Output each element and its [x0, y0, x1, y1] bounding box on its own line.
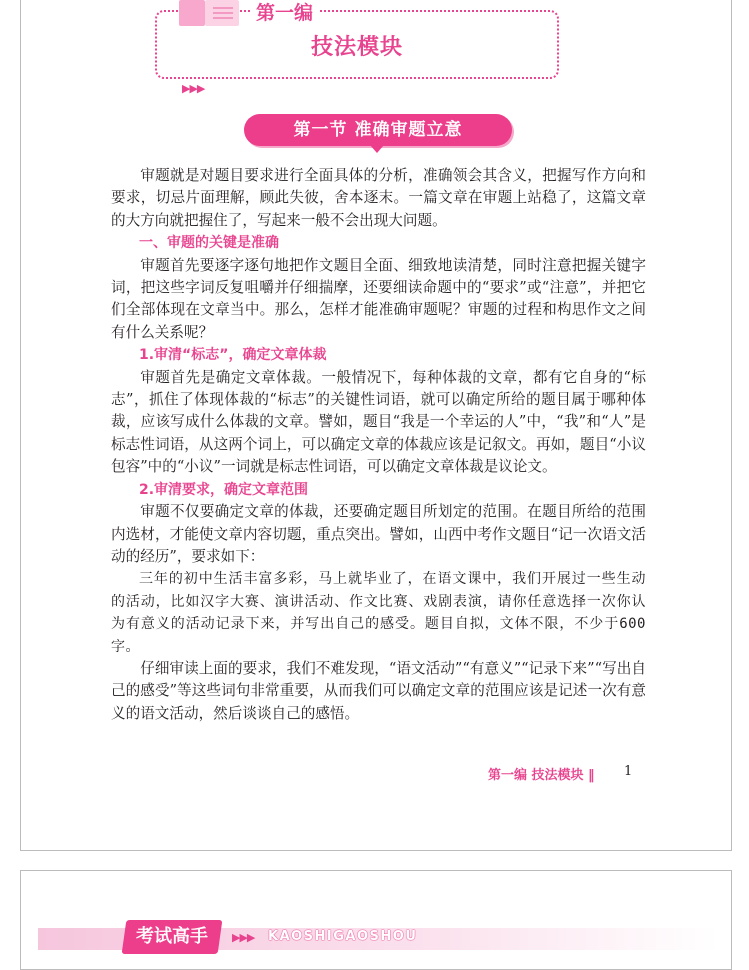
- heading-3: 2.审清要求，确定文章范围: [139, 481, 309, 498]
- quoted-requirement: 三年的初中生活丰富多彩，马上就毕业了，在语文课中，我们开展过一些生动的活动，比如汉字大赛、演讲活动、作文比赛、戏剧表演，请你任意选择一次你认为有意义的活动记录下来，并写出自己的感受。题目自拟，文体不限，不少于600字。: [111, 571, 646, 655]
- part-label: 第一编: [250, 0, 319, 25]
- running-footer: 第一编 技法模块 ‖: [488, 768, 595, 783]
- intro-paragraph: 审题就是对题目要求进行全面具体的分析，准确领会其含义，把握写作方向和要求，切忌片面理解，顾此失彼，舍本逐末。一篇文章在审题上站稳了，这篇文章的大方向就把握住了，写起来一般不会出现大问题。: [111, 167, 646, 229]
- heading-2: 1.审清“标志”，确定文章体裁: [139, 347, 327, 364]
- banner-tag-label: 考试高手: [136, 926, 208, 947]
- section-title-pointer: [370, 145, 384, 153]
- module-title: 技法模块: [310, 35, 403, 60]
- paragraph-3: 审题不仅要确定文章的体裁，还要确定题目所划定的范围。在题目所给的范围内选材，才能使文章内容切题，重点突出。譬如，山西中考作文题目“记一次语文活动的经历”，要求如下：: [111, 503, 646, 565]
- article-body: [111, 165, 646, 725]
- banner-code: KAOSHIGAOSHOU: [268, 929, 418, 944]
- paragraph-4: 仔细审读上面的要求，我们不难发现，“语文活动”“有意义”“记录下来”“写出自己的感受”等这些词句非常重要，从而我们可以确定文章的范围应该是记述一次有意义的语文活动，然后谈谈自己的感悟。: [111, 659, 646, 722]
- heading-1: 一、审题的关键是准确: [139, 235, 279, 252]
- section-title: 第一节 准确审题立意: [244, 114, 512, 146]
- paragraph-1: 审题首先要逐字逐句地把作文题目全面、细致地读清楚，同时注意把握关键字词，把这些字词反复咀嚼并仔细揣摩，还要细读命题中的“要求”或“注意”，并把它们全部体现在文章当中。那么，怎样才能准确审题呢？审题的过程和构思作文之间有什么关系呢？: [111, 256, 646, 341]
- banner-arrow-icon: ▶▶▶: [232, 931, 255, 944]
- paragraph-2: 审题首先是确定文章体裁。一般情况下，每种体裁的文章，都有它自身的“标志”，抓住了体现体裁的“标志”的关键性词语，就可以确定所给的题目属于哪种体裁，应该写成什么体裁的文章。譬如，题目“我是一个幸运的人”中，“我”和“人”是标志性词语，从这两个词上，可以确定文章的体裁应该是记叙文。再如，题目“小议包容”中的“小议”一词就是标志性词语，可以确定文章体裁是议论文。: [111, 368, 646, 476]
- arrow-decoration-icon: ▶▶▶: [182, 82, 205, 95]
- book-icon: [179, 0, 241, 26]
- page-number: 1: [624, 764, 633, 779]
